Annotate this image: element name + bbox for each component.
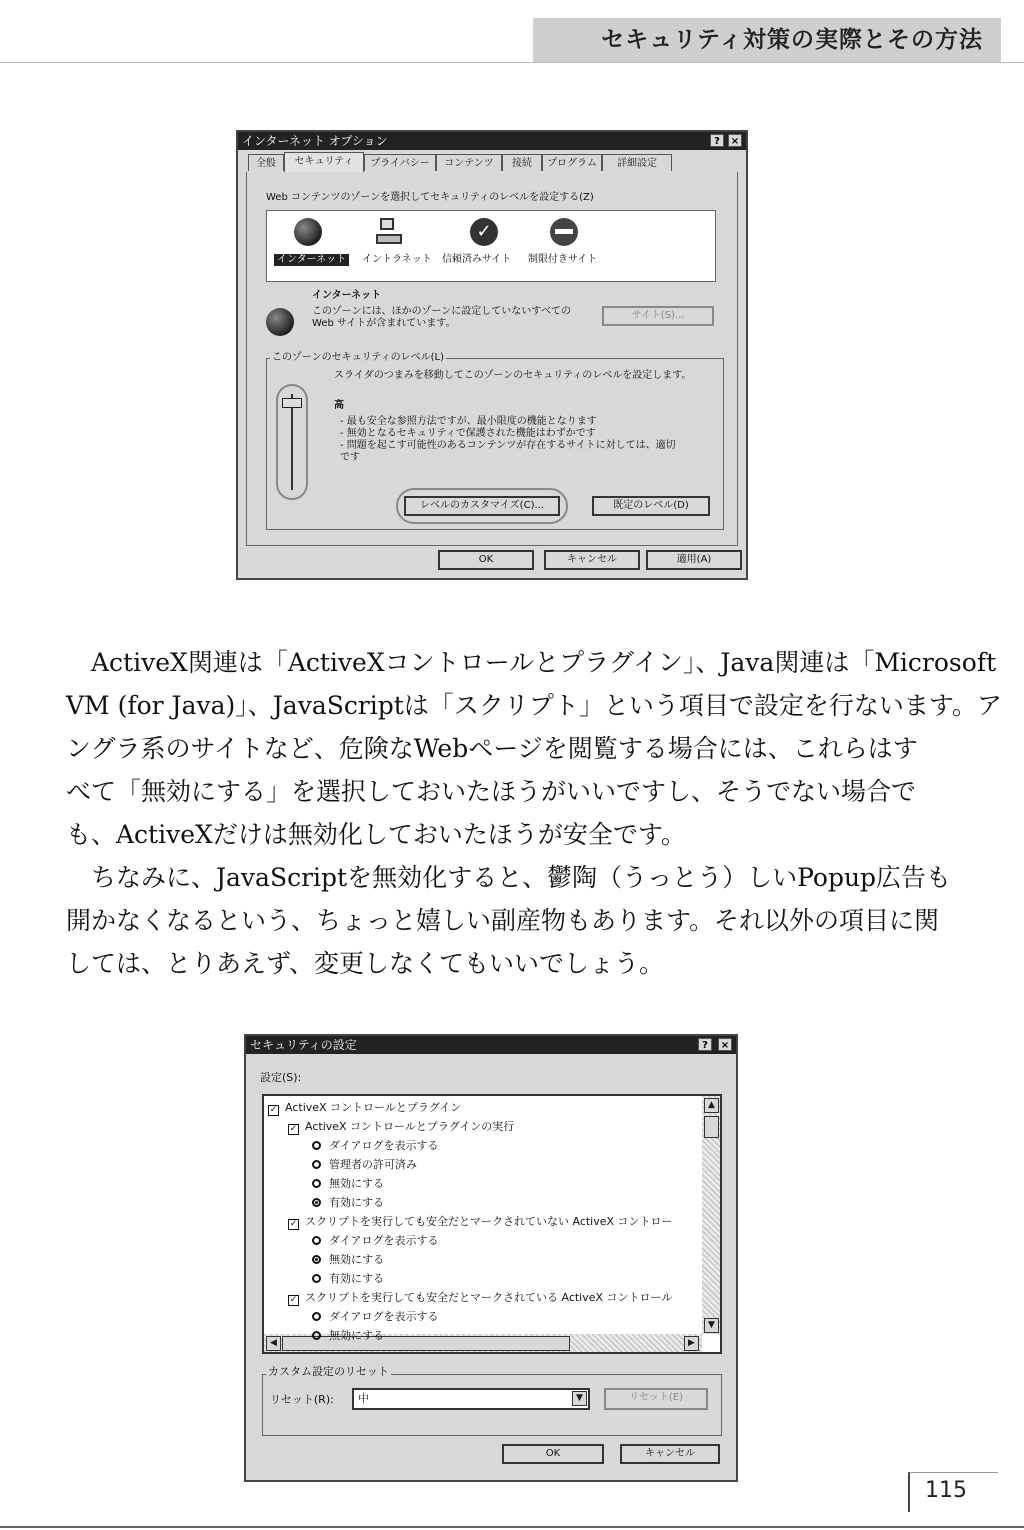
scroll-left-icon[interactable]: ◀ xyxy=(266,1336,281,1351)
tree-radio[interactable] xyxy=(312,1328,384,1343)
scroll-right-icon[interactable]: ▶ xyxy=(684,1336,699,1351)
ok-button[interactable]: OK xyxy=(438,550,534,570)
tree-radio[interactable] xyxy=(312,1195,384,1210)
tree-radio[interactable] xyxy=(312,1138,438,1153)
level-desc-1: - 最も安全な参照方法ですが、最小限度の機能となります xyxy=(340,416,597,427)
tab-content[interactable]: コンテンツ xyxy=(436,154,502,171)
tree-text: ActiveX コントロールとプラグインの実行 xyxy=(305,1120,515,1133)
tree-text: スクリプトを実行しても安全だとマークされていない ActiveX コントロー xyxy=(305,1215,673,1228)
paragraph-1 xyxy=(66,641,1002,856)
tree-text: 有効にする xyxy=(329,1196,384,1209)
sites-button[interactable]: サイト(S)... xyxy=(602,306,714,326)
checkmark-icon: ✓ xyxy=(470,218,498,246)
tree-text: 無効にする xyxy=(329,1253,384,1266)
level-desc-4: です xyxy=(340,452,360,463)
tree-text: ダイアログを表示する xyxy=(329,1139,439,1152)
tree-text: スクリプトを実行しても安全だとマークされている ActiveX コントロール xyxy=(305,1291,673,1304)
bottom-rule xyxy=(0,1526,1024,1528)
radio-icon[interactable] xyxy=(312,1236,321,1245)
scroll-down-icon[interactable]: ▼ xyxy=(704,1318,719,1333)
radio-icon[interactable] xyxy=(312,1274,321,1283)
apply-button[interactable]: 適用(A) xyxy=(646,550,742,570)
radio-selected-icon[interactable] xyxy=(312,1255,321,1264)
p2-line: ちなみに、JavaScriptを無効化すると、鬱陶（うっとう）しいPopup広告も xyxy=(91,863,952,892)
tree-text: 無効にする xyxy=(329,1329,384,1342)
radio-icon[interactable] xyxy=(312,1331,321,1340)
dialog-title: インターネット オプション xyxy=(242,134,388,148)
globe-icon xyxy=(294,218,322,246)
tree-item[interactable] xyxy=(288,1290,672,1306)
paragraph-2 xyxy=(66,856,952,985)
zone-internet[interactable]: インターネット xyxy=(274,254,349,266)
help-icon[interactable]: ? xyxy=(698,1038,712,1051)
tree-radio[interactable] xyxy=(312,1271,384,1286)
dialog-titlebar xyxy=(238,132,746,150)
zone-intranet[interactable]: イントラネット xyxy=(362,254,432,265)
checkbox-icon: ✓ xyxy=(289,1219,298,1229)
p1-line: VM (for Java)」、JavaScriptは「スクリプト」という項目で設定を行ないます。ア xyxy=(66,691,1002,720)
checkbox-icon: ✓ xyxy=(289,1295,298,1305)
zone-restricted[interactable]: 制限付きサイト xyxy=(528,254,598,265)
close-icon[interactable]: × xyxy=(728,134,742,147)
checkbox-icon: ✓ xyxy=(289,1124,298,1134)
reset-select-value: 中 xyxy=(358,1392,369,1405)
zone-title: インターネット xyxy=(312,290,382,301)
tab-privacy[interactable]: プライバシー xyxy=(364,154,436,171)
zone-globe-icon xyxy=(266,308,294,336)
cancel-button[interactable]: キャンセル xyxy=(620,1444,720,1464)
tree-radio[interactable] xyxy=(312,1233,438,1248)
scroll-up-icon[interactable]: ▲ xyxy=(704,1098,719,1113)
security-settings-dialog xyxy=(244,1034,738,1482)
help-icon[interactable]: ? xyxy=(710,134,724,147)
default-level-button[interactable]: 既定のレベル(D) xyxy=(592,496,710,516)
tree-text: 無効にする xyxy=(329,1177,384,1190)
radio-icon[interactable] xyxy=(312,1179,321,1188)
close-icon[interactable]: × xyxy=(718,1038,732,1051)
settings-label: 設定(S): xyxy=(260,1071,302,1084)
tab-connections[interactable]: 接続 xyxy=(502,154,542,171)
chevron-down-icon[interactable]: ▼ xyxy=(572,1391,587,1406)
tree-radio[interactable] xyxy=(312,1176,384,1191)
p1-line: ActiveX関連は「ActiveXコントロールとプラグイン」、Java関連は「Microsoft xyxy=(91,648,997,677)
tab-programs[interactable]: プログラム xyxy=(542,154,602,171)
tree-text: ActiveX コントロールとプラグイン xyxy=(285,1101,462,1114)
radio-icon[interactable] xyxy=(312,1312,321,1321)
reset-group-label: カスタム設定のリセット xyxy=(268,1365,389,1378)
intranet-icon xyxy=(376,218,402,246)
tree-radio[interactable] xyxy=(312,1157,417,1172)
header-rule xyxy=(0,62,1024,63)
tab-security[interactable]: セキュリティ xyxy=(284,152,364,172)
tree-item[interactable] xyxy=(288,1119,514,1135)
level-desc-3: - 問題を起こす可能性のあるコンテンツが存在するサイトに対しては、適切 xyxy=(340,440,676,451)
custom-level-button[interactable]: レベルのカスタマイズ(C)... xyxy=(404,496,560,516)
cancel-button[interactable]: キャンセル xyxy=(544,550,640,570)
tree-item[interactable] xyxy=(288,1214,673,1230)
p1-line: ングラ系のサイトなど、危険なWebページを閲覧する場合には、これらはす xyxy=(66,734,918,763)
p2-line: しては、とりあえず、変更しなくてもいいでしょう。 xyxy=(66,949,665,978)
zone-desc-2: Web サイトが含まれています。 xyxy=(312,318,456,329)
reset-button[interactable]: リセット(E) xyxy=(604,1388,708,1410)
zone-trusted[interactable]: 信頼済みサイト xyxy=(442,254,512,265)
chapter-title: セキュリティ対策の実際とその方法 xyxy=(601,27,983,53)
v-scroll-thumb[interactable] xyxy=(704,1116,719,1138)
ok-button[interactable]: OK xyxy=(502,1444,604,1464)
slider-thumb[interactable] xyxy=(282,398,302,408)
internet-options-dialog xyxy=(236,130,748,580)
radio-icon[interactable] xyxy=(312,1141,321,1150)
level-name: 高 xyxy=(334,400,344,411)
tree-radio[interactable] xyxy=(312,1252,384,1267)
reset-label: リセット(R): xyxy=(270,1393,334,1406)
zone-instruction: Web コンテンツのゾーンを選択してセキュリティのレベルを設定する(Z) xyxy=(266,192,594,203)
zone-desc-1: このゾーンには、ほかのゾーンに設定していないすべての xyxy=(312,306,571,317)
radio-selected-icon[interactable] xyxy=(312,1198,321,1207)
dialog-title: セキュリティの設定 xyxy=(250,1038,357,1052)
slider-track xyxy=(291,394,293,490)
p1-line: も、ActiveXだけは無効化しておいたほうが安全です。 xyxy=(66,820,686,849)
checkbox-icon: ✓ xyxy=(269,1105,278,1115)
p1-line: べて「無効にする」を選択しておいたほうがいいですし、そうでない場合で xyxy=(66,777,917,806)
tree-text: ダイアログを表示する xyxy=(329,1310,439,1323)
restricted-icon xyxy=(550,218,578,246)
radio-icon[interactable] xyxy=(312,1160,321,1169)
tree-radio[interactable] xyxy=(312,1309,438,1324)
reset-select[interactable] xyxy=(352,1388,590,1410)
page-number: 115 xyxy=(925,1478,967,1503)
tree-text: 有効にする xyxy=(329,1272,384,1285)
tab-advanced[interactable]: 詳細設定 xyxy=(602,154,672,171)
level-group-label: このゾーンのセキュリティのレベル(L) xyxy=(272,352,444,363)
tree-group[interactable] xyxy=(268,1100,461,1116)
level-desc-2: - 無効となるセキュリティで保護された機能はわずかです xyxy=(340,428,596,439)
dialog-titlebar xyxy=(246,1036,736,1054)
tree-text: ダイアログを表示する xyxy=(329,1234,439,1247)
tree-text: 管理者の許可済み xyxy=(329,1158,417,1171)
tab-general[interactable]: 全般 xyxy=(248,154,284,171)
level-instruction: スライダのつまみを移動してこのゾーンのセキュリティのレベルを設定します。 xyxy=(334,370,692,381)
p2-line: 開かなくなるという、ちょっと嬉しい副産物もあります。それ以外の項目に関 xyxy=(66,906,940,935)
